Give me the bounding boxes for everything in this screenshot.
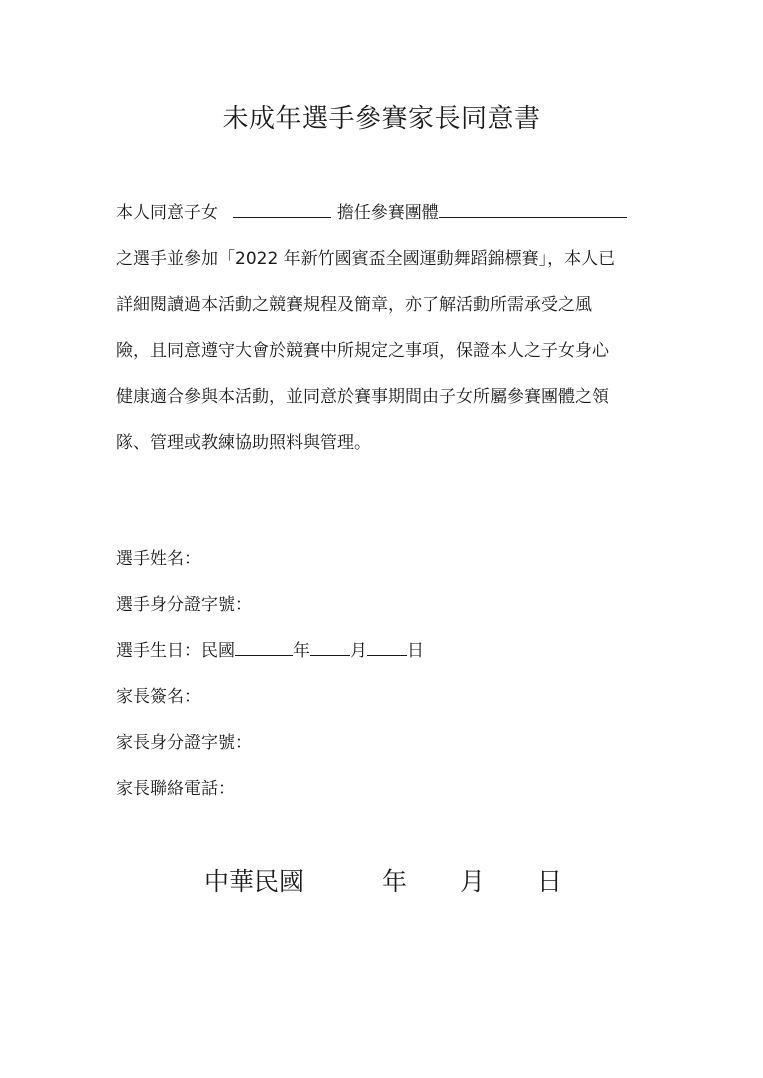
footer-month: 月 bbox=[460, 867, 486, 896]
birthday-day-label: 日 bbox=[407, 641, 424, 661]
birthday-day-blank[interactable] bbox=[367, 637, 407, 656]
consent-line-3: 詳細閱讀過本活動之競賽規程及簡章，亦了解活動所需承受之風 bbox=[116, 295, 592, 315]
birthday-month-blank[interactable] bbox=[310, 637, 350, 656]
consent-line-5: 健康適合參與本活動，並同意於賽事期間由子女所屬參賽團體之領 bbox=[116, 387, 609, 407]
player-id-label: 選手身分證字號： bbox=[116, 595, 252, 615]
footer-year: 年 bbox=[382, 867, 408, 896]
team-name-blank[interactable] bbox=[439, 199, 627, 218]
parent-id-label: 家長身分證字號： bbox=[116, 733, 252, 753]
birthday-year-blank[interactable] bbox=[235, 637, 293, 656]
birthday-year-label: 年 bbox=[293, 641, 310, 661]
parent-signature-label: 家長簽名： bbox=[116, 687, 201, 707]
parent-phone-label: 家長聯絡電話： bbox=[116, 779, 235, 799]
consent-line-6: 隊、管理或教練協助照料與管理。 bbox=[116, 433, 371, 453]
player-birthday-label: 選手生日：民國 bbox=[116, 641, 235, 661]
consent-line-4: 險，且同意遵守大會於競賽中所規定之事項，保證本人之子女身心 bbox=[116, 341, 609, 361]
footer-day: 日 bbox=[537, 867, 563, 896]
player-birthday-row bbox=[116, 636, 424, 661]
birthday-month-label: 月 bbox=[350, 641, 367, 661]
player-name-label: 選手姓名： bbox=[116, 549, 201, 569]
consent-line-1 bbox=[116, 198, 627, 223]
footer-era: 中華民國 bbox=[204, 867, 305, 896]
consent-child-label: 本人同意子女 bbox=[116, 203, 218, 223]
consent-team-label: 擔任參賽團體 bbox=[336, 203, 439, 223]
document-title: 未成年選手參賽家長同意書 bbox=[222, 104, 541, 134]
child-name-blank[interactable] bbox=[233, 199, 331, 218]
consent-line-2: 之選手並參加「2022 年新竹國賓盃全國運動舞蹈錦標賽」，本人已 bbox=[116, 249, 616, 269]
